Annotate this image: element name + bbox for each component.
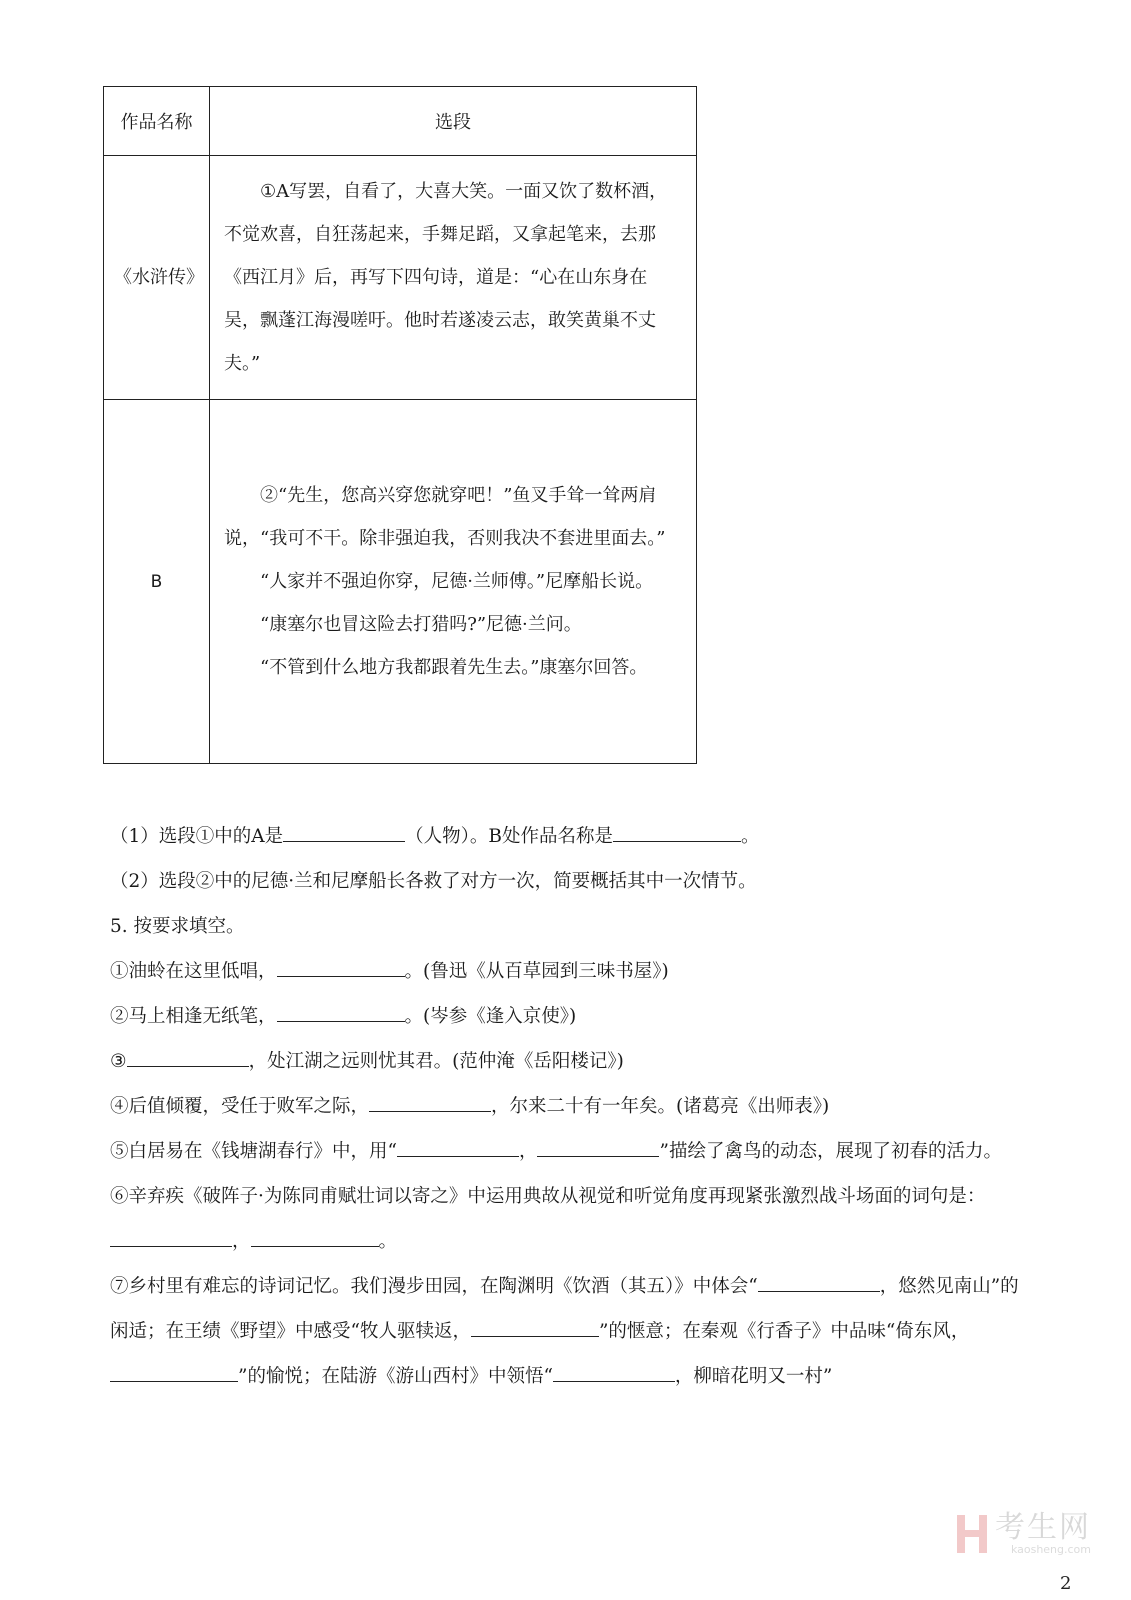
fill-item-5: ⑤白居易在《钱塘湖春行》中，用“ ， ”描绘了禽鸟的动态，展现了初春的活力。 bbox=[110, 1129, 1030, 1174]
fill-item-6: ⑥辛弃疾《破阵子·为陈同甫赋壮词以寄之》中运用典故从视觉和听觉角度再现紧张激烈战斗场面的词句是：， 。 bbox=[110, 1186, 986, 1252]
work-name-cell: B bbox=[104, 400, 210, 764]
fill-item-4: ④后值倾覆，受任于败军之际， ，尔来二十有一年矣。(诸葛亮《出师表》) bbox=[110, 1084, 1030, 1129]
passage-table bbox=[103, 86, 697, 764]
answer-blank[interactable] bbox=[277, 1002, 405, 1022]
fill-item-1: ①油蛉在这里低唱， 。(鲁迅《从百草园到三味书屋》) bbox=[110, 949, 1030, 994]
watermark-text: 考生网 bbox=[995, 1510, 1091, 1545]
answer-blank[interactable] bbox=[127, 1047, 249, 1067]
answer-blank[interactable] bbox=[758, 1272, 880, 1292]
questions bbox=[110, 814, 1030, 1399]
page-number: 2 bbox=[1060, 1573, 1072, 1594]
work-name-cell: 《水浒传》 bbox=[104, 156, 210, 400]
watermark-url: kaosheng.com bbox=[1010, 1543, 1091, 1556]
header-work-name: 作品名称 bbox=[104, 87, 210, 156]
answer-blank[interactable] bbox=[471, 1317, 599, 1337]
excerpt-paragraph: “康塞尔也冒这险去打猎吗?”尼德·兰问。 bbox=[260, 614, 582, 635]
answer-blank[interactable] bbox=[553, 1362, 675, 1382]
answer-blank[interactable] bbox=[537, 1137, 659, 1157]
fill-item-3: ③ ，处江湖之远则忧其君。(范仲淹《岳阳楼记》) bbox=[110, 1039, 1030, 1084]
fill-item-7: ⑦乡村里有难忘的诗词记忆。我们漫步田园，在陶渊明《饮酒（其五）》中体会“ ，悠然见南山”的闲适；在王绩《野望》中感受“牧人驱犊返， ”的惬意；在秦观《行香子》中品味“倚东风，”的愉悦；在陆游《游山西村》中领悟“ ，柳暗花明又一村” bbox=[110, 1264, 1030, 1399]
table-header-row bbox=[104, 87, 697, 156]
fill-item-2: ②马上相逢无纸笔， 。(岑参《逢入京使》) bbox=[110, 994, 1030, 1039]
answer-blank[interactable] bbox=[369, 1092, 491, 1112]
question-5-title: 5. 按要求填空。 bbox=[110, 916, 245, 937]
answer-blank[interactable] bbox=[110, 1227, 232, 1247]
table-row bbox=[104, 400, 697, 764]
excerpt-cell bbox=[210, 156, 697, 400]
answer-blank[interactable] bbox=[110, 1362, 238, 1382]
excerpt-paragraph: ①A写罢，自看了，大喜大笑。一面又饮了数杯酒，不觉欢喜，自狂荡起来，手舞足蹈，又拿起笔来，去那《西江月》后，再写下四句诗，道是：“心在山东身在吴，飘蓬江海漫嗟吁。他时若遂凌云志，敢笑黄巢不丈夫。” bbox=[224, 181, 668, 374]
question-2: （2）选段②中的尼德·兰和尼摩船长各救了对方一次，简要概括其中一次情节。 bbox=[110, 871, 757, 892]
answer-blank[interactable] bbox=[277, 957, 405, 977]
excerpt-cell bbox=[210, 400, 697, 764]
answer-blank[interactable] bbox=[397, 1137, 519, 1157]
excerpt-paragraph: ②“先生，您高兴穿您就穿吧！”鱼叉手耸一耸两肩说，“我可不干。除非强迫我，否则我决不套进里面去。” bbox=[224, 485, 666, 549]
excerpt-paragraph: “人家并不强迫你穿，尼德·兰师傅。”尼摩船长说。 bbox=[260, 571, 654, 592]
question-1: （1）选段①中的A是 （人物）。B处作品名称是 。 bbox=[110, 814, 1030, 859]
answer-blank[interactable] bbox=[251, 1227, 379, 1247]
table-row bbox=[104, 156, 697, 400]
excerpt-paragraph: “不管到什么地方我都跟着先生去。”康塞尔回答。 bbox=[260, 657, 648, 678]
header-excerpt: 选段 bbox=[210, 87, 697, 156]
watermark bbox=[955, 1512, 1091, 1556]
answer-blank[interactable] bbox=[283, 822, 405, 842]
answer-blank[interactable] bbox=[613, 822, 741, 842]
kaosheng-logo-icon bbox=[955, 1513, 989, 1555]
